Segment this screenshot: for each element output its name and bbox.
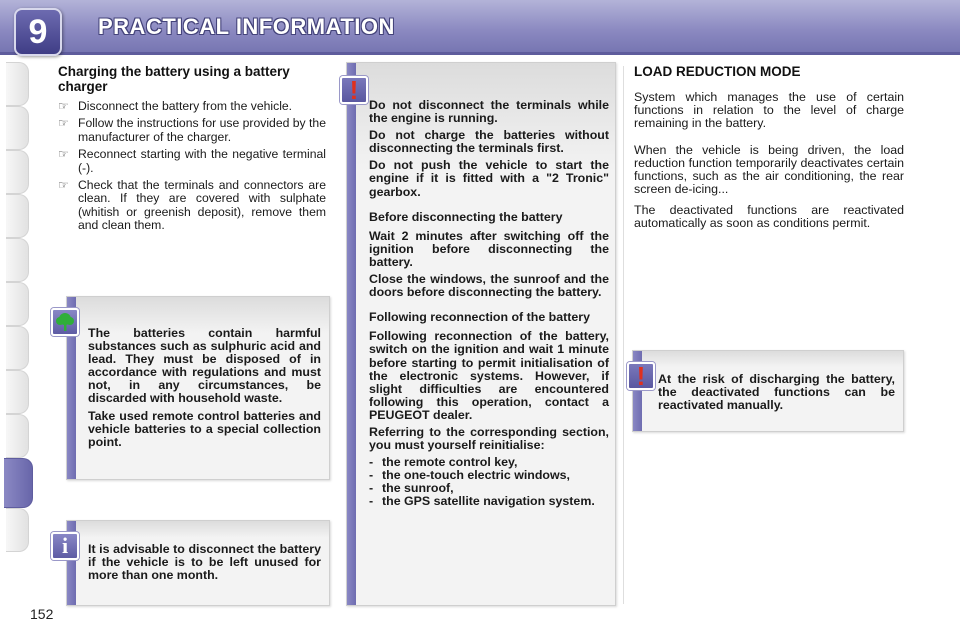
arrow-hand-icon: ☞ [58, 99, 69, 113]
reinitialise-list [369, 456, 609, 508]
warning-note-box [632, 350, 904, 432]
warning-subheading: Following reconnection of the battery [369, 310, 590, 325]
info-note [88, 543, 321, 586]
warning-paragraph: Wait 2 minutes after switching off the ignition before disconnecting the battery. [369, 228, 609, 269]
body-paragraph: When the vehicle is being driven, the load reduction function temporarily deactivates certain functions, such as the air conditioning, the rear screen de-icing... [634, 143, 904, 196]
chapter-tab[interactable] [6, 370, 29, 414]
arrow-hand-icon: ☞ [58, 147, 69, 162]
section-title: LOAD REDUCTION MODE [634, 64, 801, 79]
arrow-hand-icon: ☞ [58, 116, 69, 131]
note-paragraph: It is advisable to disconnect the battery if the vehicle is to be left unused for more than one month. [88, 542, 321, 583]
chapter-tab[interactable] [6, 62, 29, 106]
list-item: ☞ Check that the terminals and connectors are clean. If they are covered with sulphate (whitish or greenish deposit), remove them and clean them. [58, 178, 326, 233]
environment-note-box [66, 296, 330, 480]
right-column [634, 64, 904, 238]
chapter-tab[interactable] [6, 150, 29, 194]
note-paragraph: At the risk of discharging the battery, the deactivated functions can be reactivated manually. [658, 372, 895, 413]
chapter-tab[interactable] [6, 508, 29, 552]
section-title: Charging the battery using a battery charger [58, 64, 290, 94]
left-column [58, 64, 326, 237]
body-paragraph: The deactivated functions are reactivated automatically as soon as conditions permit. [634, 203, 904, 230]
list-item: ☞ Follow the instructions for use provided by the manufacturer of the charger. [58, 116, 326, 144]
info-note-box [66, 520, 330, 606]
list-item: - the sunroof, [369, 481, 454, 496]
list-item: - the remote control key, [369, 455, 518, 470]
note-paragraph: The batteries contain harmful substances such as sulphuric acid and lead. They must be disposed of in accordance with regulations and must not, in any circumstances, be discarded with household waste. [88, 326, 321, 406]
warning-note [658, 373, 895, 416]
chapter-tab[interactable] [6, 238, 29, 282]
chapter-tab[interactable] [6, 106, 29, 150]
warning-paragraph: Do not push the vehicle to start the engine if it is fitted with a "2 Tronic" gearbox. [369, 158, 609, 199]
warning-content [369, 99, 609, 509]
warning-box [346, 62, 616, 606]
bullet-list [58, 100, 326, 233]
warning-icon: ! [627, 362, 655, 390]
note-paragraph: Take used remote control batteries and vehicle batteries to a special collection point. [88, 408, 321, 449]
chapter-tab[interactable] [6, 326, 29, 370]
chapter-tab[interactable] [6, 194, 29, 238]
environment-note [88, 327, 321, 453]
warning-paragraph: Do not disconnect the terminals while the engine is running. [369, 98, 609, 126]
list-item: - the one-touch electric windows, [369, 468, 570, 483]
header-rule [0, 52, 960, 55]
info-icon: i [51, 532, 79, 560]
warning-paragraph: Close the windows, the sunroof and the doors before disconnecting the battery. [369, 272, 609, 300]
chapter-tab-active[interactable] [4, 458, 33, 508]
list-item: ☞ Reconnect starting with the negative terminal (-). [58, 147, 326, 175]
warning-subheading: Before disconnecting the battery [369, 209, 563, 224]
arrow-hand-icon: ☞ [58, 178, 69, 193]
page-number: 152 [30, 606, 54, 622]
tree-icon [51, 308, 79, 336]
chapter-tab[interactable] [6, 414, 29, 458]
list-item: - the GPS satellite navigation system. [369, 494, 595, 509]
column-divider [623, 66, 624, 604]
warning-paragraph: Referring to the corresponding section, you must yourself reinitialise: [369, 424, 609, 453]
box-accent-bar [347, 63, 356, 605]
page-title: PRACTICAL INFORMATION [98, 14, 395, 39]
chapter-number-badge: 9 [14, 8, 62, 56]
list-item: ☞ Disconnect the battery from the vehicle. [58, 99, 293, 113]
body-paragraph: System which manages the use of certain functions in relation to the level of charge remaining in the battery. [634, 90, 904, 130]
warning-icon: ! [340, 76, 368, 104]
chapter-tabs [0, 62, 30, 582]
warning-paragraph: Following reconnection of the battery, switch on the ignition and wait 1 minute before starting to permit initialisation of the electronic systems. However, if slight difficulties are encountered following this operation, contact a PEUGEOT dealer. [369, 329, 609, 422]
chapter-tab[interactable] [6, 282, 29, 326]
warning-paragraph: Do not charge the batteries without disconnecting the terminals first. [369, 128, 609, 156]
